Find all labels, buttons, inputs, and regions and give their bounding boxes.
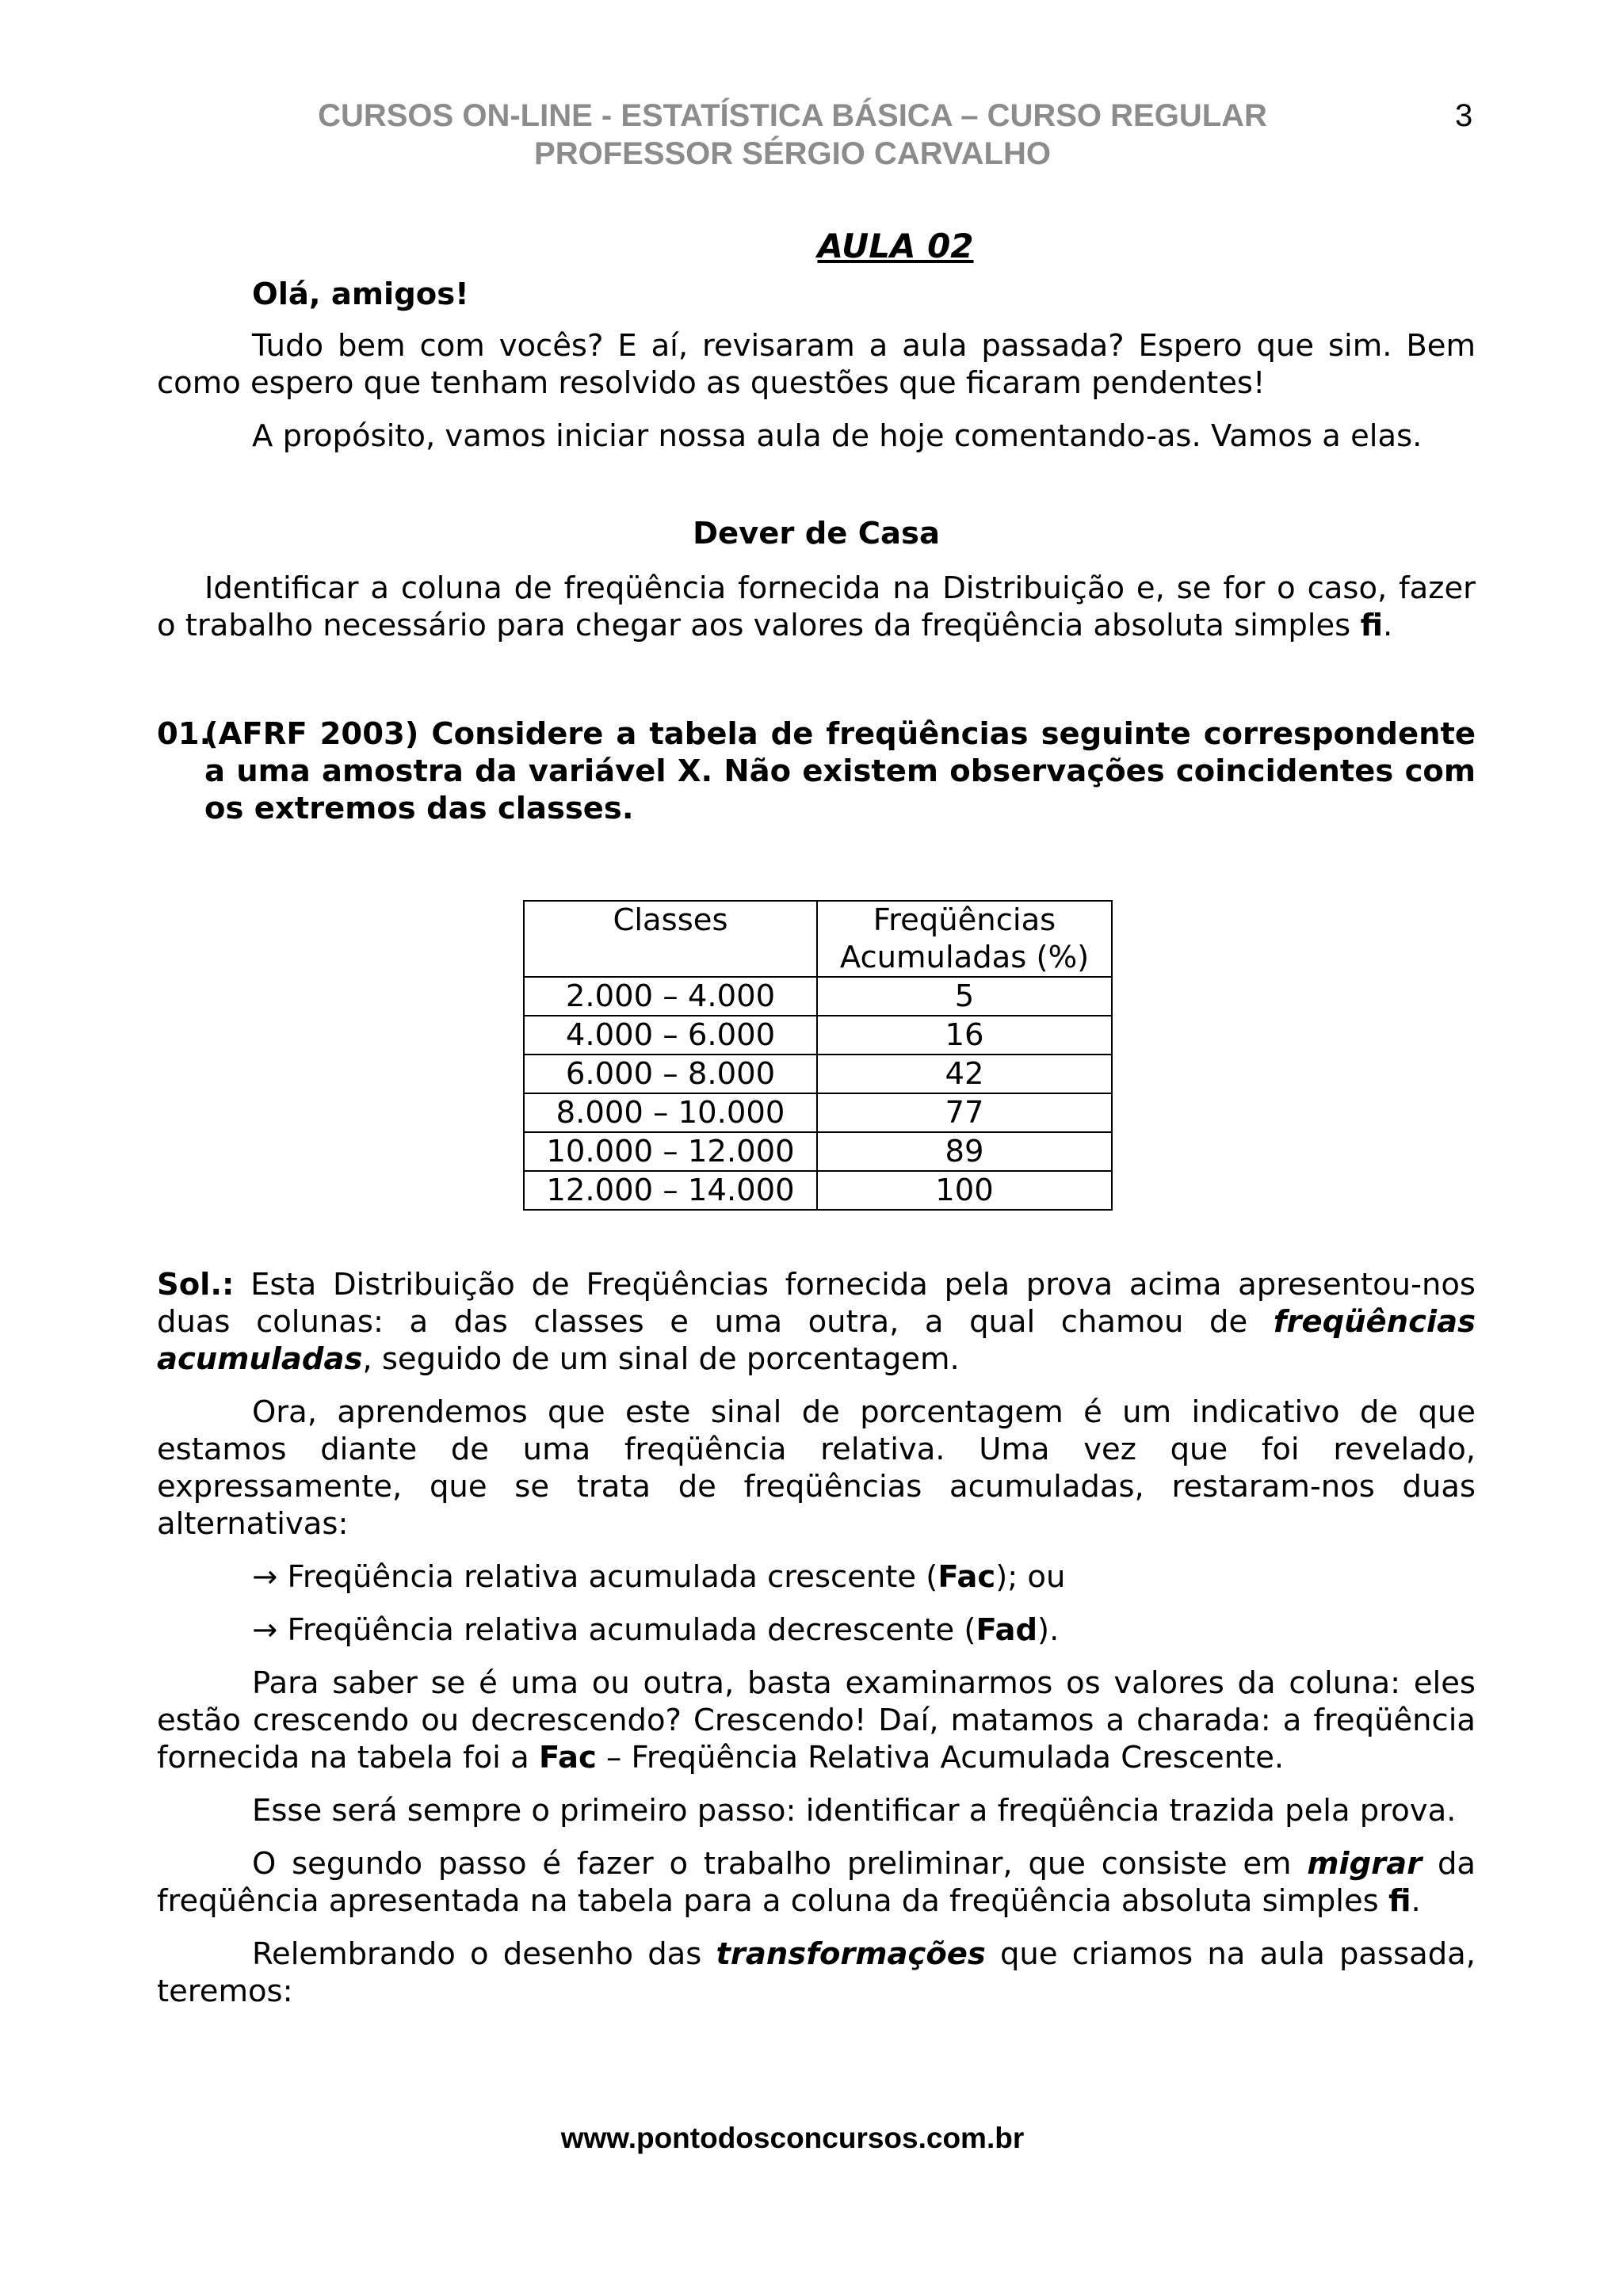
table-row [524,1055,1112,1093]
header-course-title: CURSOS ON-LINE - ESTATÍSTICA BÁSICA – CURSO REGULAR [318,98,1267,133]
solution-paragraph-3 [157,1665,1476,1776]
solution-paragraph-6 [157,1936,1476,2010]
solution-p5-fi: fi [1388,1883,1411,1919]
solution-p3-text: Para saber se é uma ou outra, basta examinarmos os valores da coluna: eles estão crescendo ou decrescendo? Crescendo! Daí, matamos a charada: a freqüência fornecida na tabela foi a [157,1665,1476,1775]
arrow-right-icon: → [252,1559,278,1595]
cell-classe: 10.000 – 12.000 [524,1132,817,1171]
table-row [524,1132,1112,1171]
cell-freq: 89 [817,1132,1112,1171]
footer-url: www.pontodosconcursos.com.br [560,2122,1025,2154]
homework-title: Dever de Casa [693,516,940,551]
solution-label: Sol.: [157,1267,235,1302]
page-content [157,227,1476,2010]
cell-classe: 2.000 – 4.000 [524,977,817,1016]
alternative-fad-text: Freqüência relativa acumulada decrescente ( [277,1612,976,1648]
solution-p3-end: – Freqüência Relativa Acumulada Crescente. [596,1740,1285,1775]
homework-text-end: . [1383,608,1393,643]
header-professor: PROFESSOR SÉRGIO CARVALHO [534,136,1051,171]
solution-p5-text: O segundo passo é fazer o trabalho preliminar, que consiste em [252,1846,1308,1882]
cell-classe: 12.000 – 14.000 [524,1171,817,1210]
intro-paragraph-1: Tudo bem com vocês? E aí, revisaram a aula passada? Espero que sim. Bem como espero que tenham resolvido as questões que ficaram pendentes! [157,328,1476,401]
solution-p6-end: que criamos na aula passada, teremos: [157,1936,1476,2009]
solution-paragraph-1 [157,1266,1476,1378]
header-frequencies [817,901,1112,977]
cell-classe: 6.000 – 8.000 [524,1055,817,1093]
solution-paragraph-5 [157,1845,1476,1920]
alternative-fac-abbr: Fac [938,1559,996,1595]
frequency-table-wrapper [523,900,1476,1211]
alternative-fac-end: ); ou [995,1559,1066,1595]
alternative-fad-abbr: Fad [976,1612,1038,1648]
intro-paragraph-2: A propósito, vamos iniciar nossa aula de hoje comentando-as. Vamos a elas. [252,418,1423,454]
cell-freq: 100 [817,1171,1112,1210]
cell-classe: 4.000 – 6.000 [524,1016,817,1055]
page-footer [0,2122,1585,2155]
homework-text-main: Identificar a coluna de freqüência fornecida na Distribuição e, se for o caso, fazer o trabalho necessário para chegar aos valores da freqüência absoluta simples [157,570,1476,643]
alternative-fac [157,1558,1476,1596]
homework-fi: fi [1360,608,1383,643]
solution-p6-text: Relembrando o desenho das [252,1936,716,1972]
frequency-table [523,900,1113,1211]
cell-freq: 16 [817,1016,1112,1055]
solution-p1-text: Esta Distribuição de Freqüências fornecida pela prova acima apresentou-nos duas colunas: a das classes e uma outra, a qual chamou de [157,1267,1476,1340]
table-row [524,1171,1112,1210]
solution-p5-emphasis: migrar [1307,1846,1423,1882]
page-header [0,97,1585,173]
solution-p5-mid: da freqüência apresentada na tabela para a coluna da freqüência absoluta simples [157,1846,1476,1919]
solution-paragraph-2: Ora, aprendemos que este sinal de porcentagem é um indicativo de que estamos diante de uma freqüência relativa. Uma vez que foi revelado, expressamente, que se trata de freqüências acumuladas, restaram-nos duas alternativas: [157,1394,1476,1542]
cell-freq: 42 [817,1055,1112,1093]
table-row [524,977,1112,1016]
solution-p1-end: , seguido de um sinal de porcentagem. [362,1341,960,1377]
solution-paragraph-4: Esse será sempre o primeiro passo: identificar a freqüência trazida pela prova. [252,1793,1457,1829]
table-row [524,1016,1112,1055]
lesson-title: AULA 02 [817,227,974,265]
cell-classe: 8.000 – 10.000 [524,1093,817,1132]
alternative-fac-text: Freqüência relativa acumulada crescente ( [277,1559,938,1595]
table-header-row [524,901,1112,977]
alternative-fad-end: ). [1037,1612,1060,1648]
solution-p5-end: . [1411,1883,1421,1919]
header-frequencies-line1: Freqüências [873,902,1056,938]
page-number: 3 [1455,98,1473,133]
table-row [524,1093,1112,1132]
alternative-fad [157,1611,1476,1649]
solution-p6-emphasis: transformações [716,1936,986,1972]
arrow-right-icon: → [252,1612,278,1648]
question-text: (AFRF 2003) Considere a tabela de freqüências seguinte correspondente a uma amostra da variável X. Não existem observações coincidentes com os extremos das classes. [204,716,1476,826]
greeting: Olá, amigos! [252,277,469,312]
solution-p3-fac: Fac [538,1740,597,1775]
cell-freq: 5 [817,977,1112,1016]
solution-p1-emphasis: freqüências acumuladas [157,1304,1476,1377]
question-number: 01. [157,716,212,752]
question-01 [157,715,1476,827]
header-frequencies-line2: Acumuladas (%) [839,940,1090,975]
cell-freq: 77 [817,1093,1112,1132]
header-classes: Classes [524,901,817,977]
homework-text [157,570,1476,644]
